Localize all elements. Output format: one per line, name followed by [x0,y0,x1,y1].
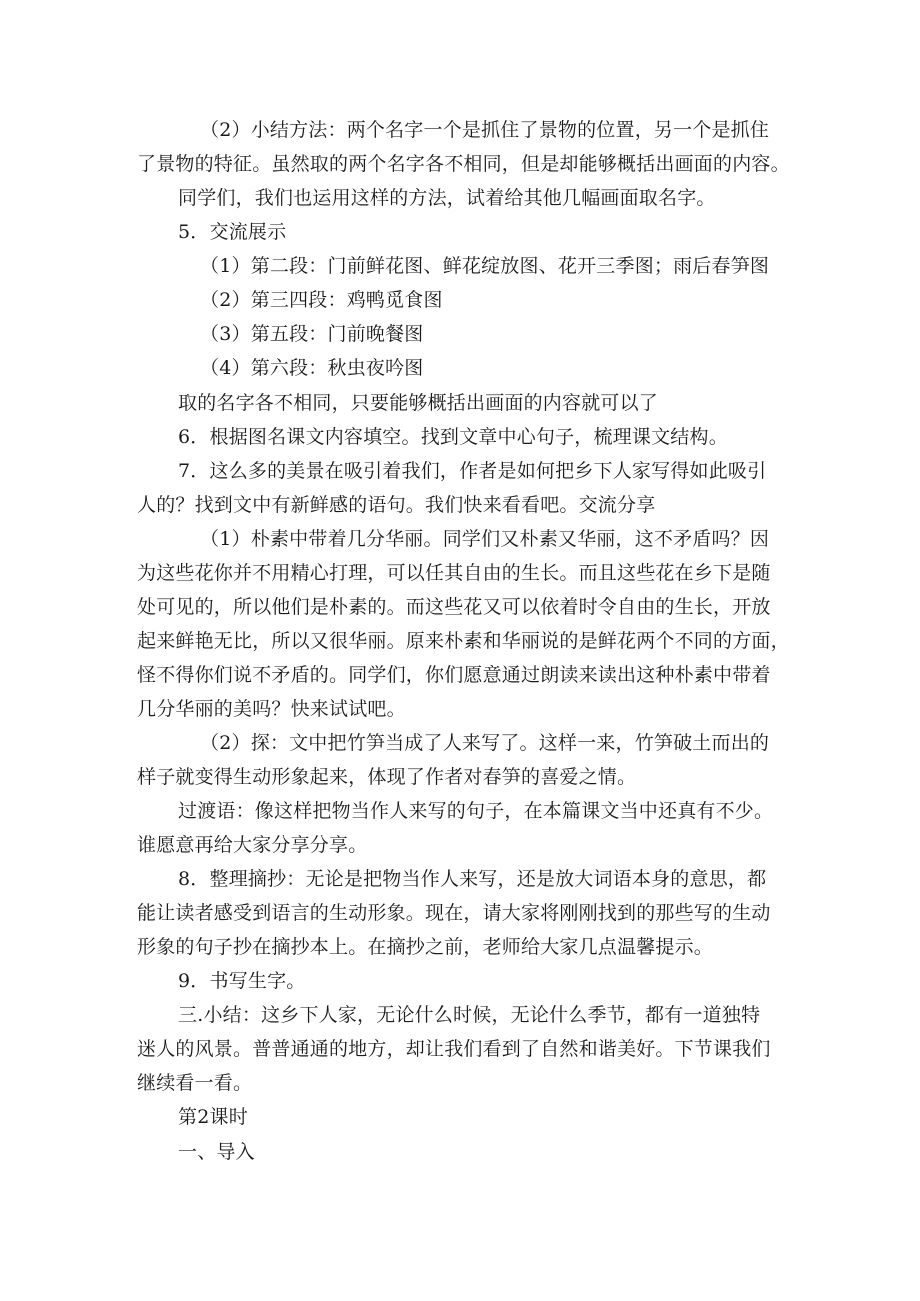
text-line-6: （2）第三四段：鸡鸭觅食图 [200,289,443,311]
text-line-14: 为这些花你并不用精心打理，可以任其自由的生长。而且这些花在乡下是随 [137,562,771,584]
text-line-13: （1）朴素中带着几分华丽。同学们又朴素又华丽，这不矛盾吗？因 [200,528,770,550]
text-line-21: 过渡语：像这样把物当作人来写的句子，在本篇课文当中还真有不少。 [178,800,774,822]
text-line-25: 形象的句子抄在摘抄本上。在摘抄之前，老师给大家几点温馨提示。 [137,936,714,958]
text-line-4: 5．交流展示 [178,221,287,243]
text-line-22: 谁愿意再给大家分享分享。 [137,834,368,856]
text-line-23: 8．整理摘抄：无论是把物当作人来写，还是放大词语本身的意思，都 [178,868,767,890]
text-line-10: 6．根据图名课文内容填空。找到文章中心句子，梳理课文结构。 [178,426,728,448]
text-line-31: 一、导入 [178,1141,255,1163]
text-line-27: 三.小结：这乡下人家，无论什么时候，无论什么季节，都有一道独特 [178,1004,761,1026]
text-line-24: 能让读者感受到语言的生动形象。现在，请大家将刚刚找到的那些写的生动 [137,902,771,924]
text-line-16: 起来鲜艳无比，所以又很华丽。原来朴素和华丽说的是鲜花两个不同的方面， [137,630,790,652]
text-line-30: 第2课时 [178,1106,248,1128]
text-line-18: 几分华丽的美吗？快来试试吧。 [137,698,406,720]
text-line-28: 迷人的风景。普普通通的地方，却让我们看到了自然和谐美好。下节课我们 [137,1038,771,1060]
text-line-1: （2）小结方法：两个名字一个是抓住了景物的位置，另一个是抓住 [200,119,770,141]
text-line-9: 取的名字各不相同，只要能够概括出画面的内容就可以了 [178,392,659,414]
text-line-7: （3）第五段：门前晚餐图 [200,323,424,345]
text-line-20: 样子就变得生动形象起来，体现了作者对春笋的喜爱之情。 [137,766,637,788]
text-line-15: 处可见的，所以他们是朴素的。而这些花又可以依着时令自由的生长，开放 [137,596,771,618]
text-line-11: 7．这么多的美景在吸引着我们，作者是如何把乡下人家写得如此吸引 [178,460,767,482]
text-line-8: （4）第六段：秋虫夜吟图 [200,357,424,379]
text-line-19: （2）探：文中把竹笋当成了人来写了。这样一来，竹笋破土而出的 [200,732,770,754]
text-line-2: 了景物的特征。虽然取的两个名字各不相同，但是却能够概括出画面的内容。 [137,153,790,175]
text-line-3: 同学们，我们也运用这样的方法，试着给其他几幅画面取名字。 [178,187,716,209]
text-line-26: 9．书写生字。 [178,970,306,992]
text-line-12: 人的？找到文中有新鲜感的语句。我们快来看看吧。交流分享 [137,494,656,516]
text-line-5: （1）第二段：门前鲜花图、鲜花绽放图、花开三季图；雨后春笋图 [200,255,770,277]
text-line-17: 怪不得你们说不矛盾的。同学们，你们愿意通过朗读来读出这种朴素中带着 [137,664,771,686]
text-line-29: 继续看一看。 [137,1072,253,1094]
